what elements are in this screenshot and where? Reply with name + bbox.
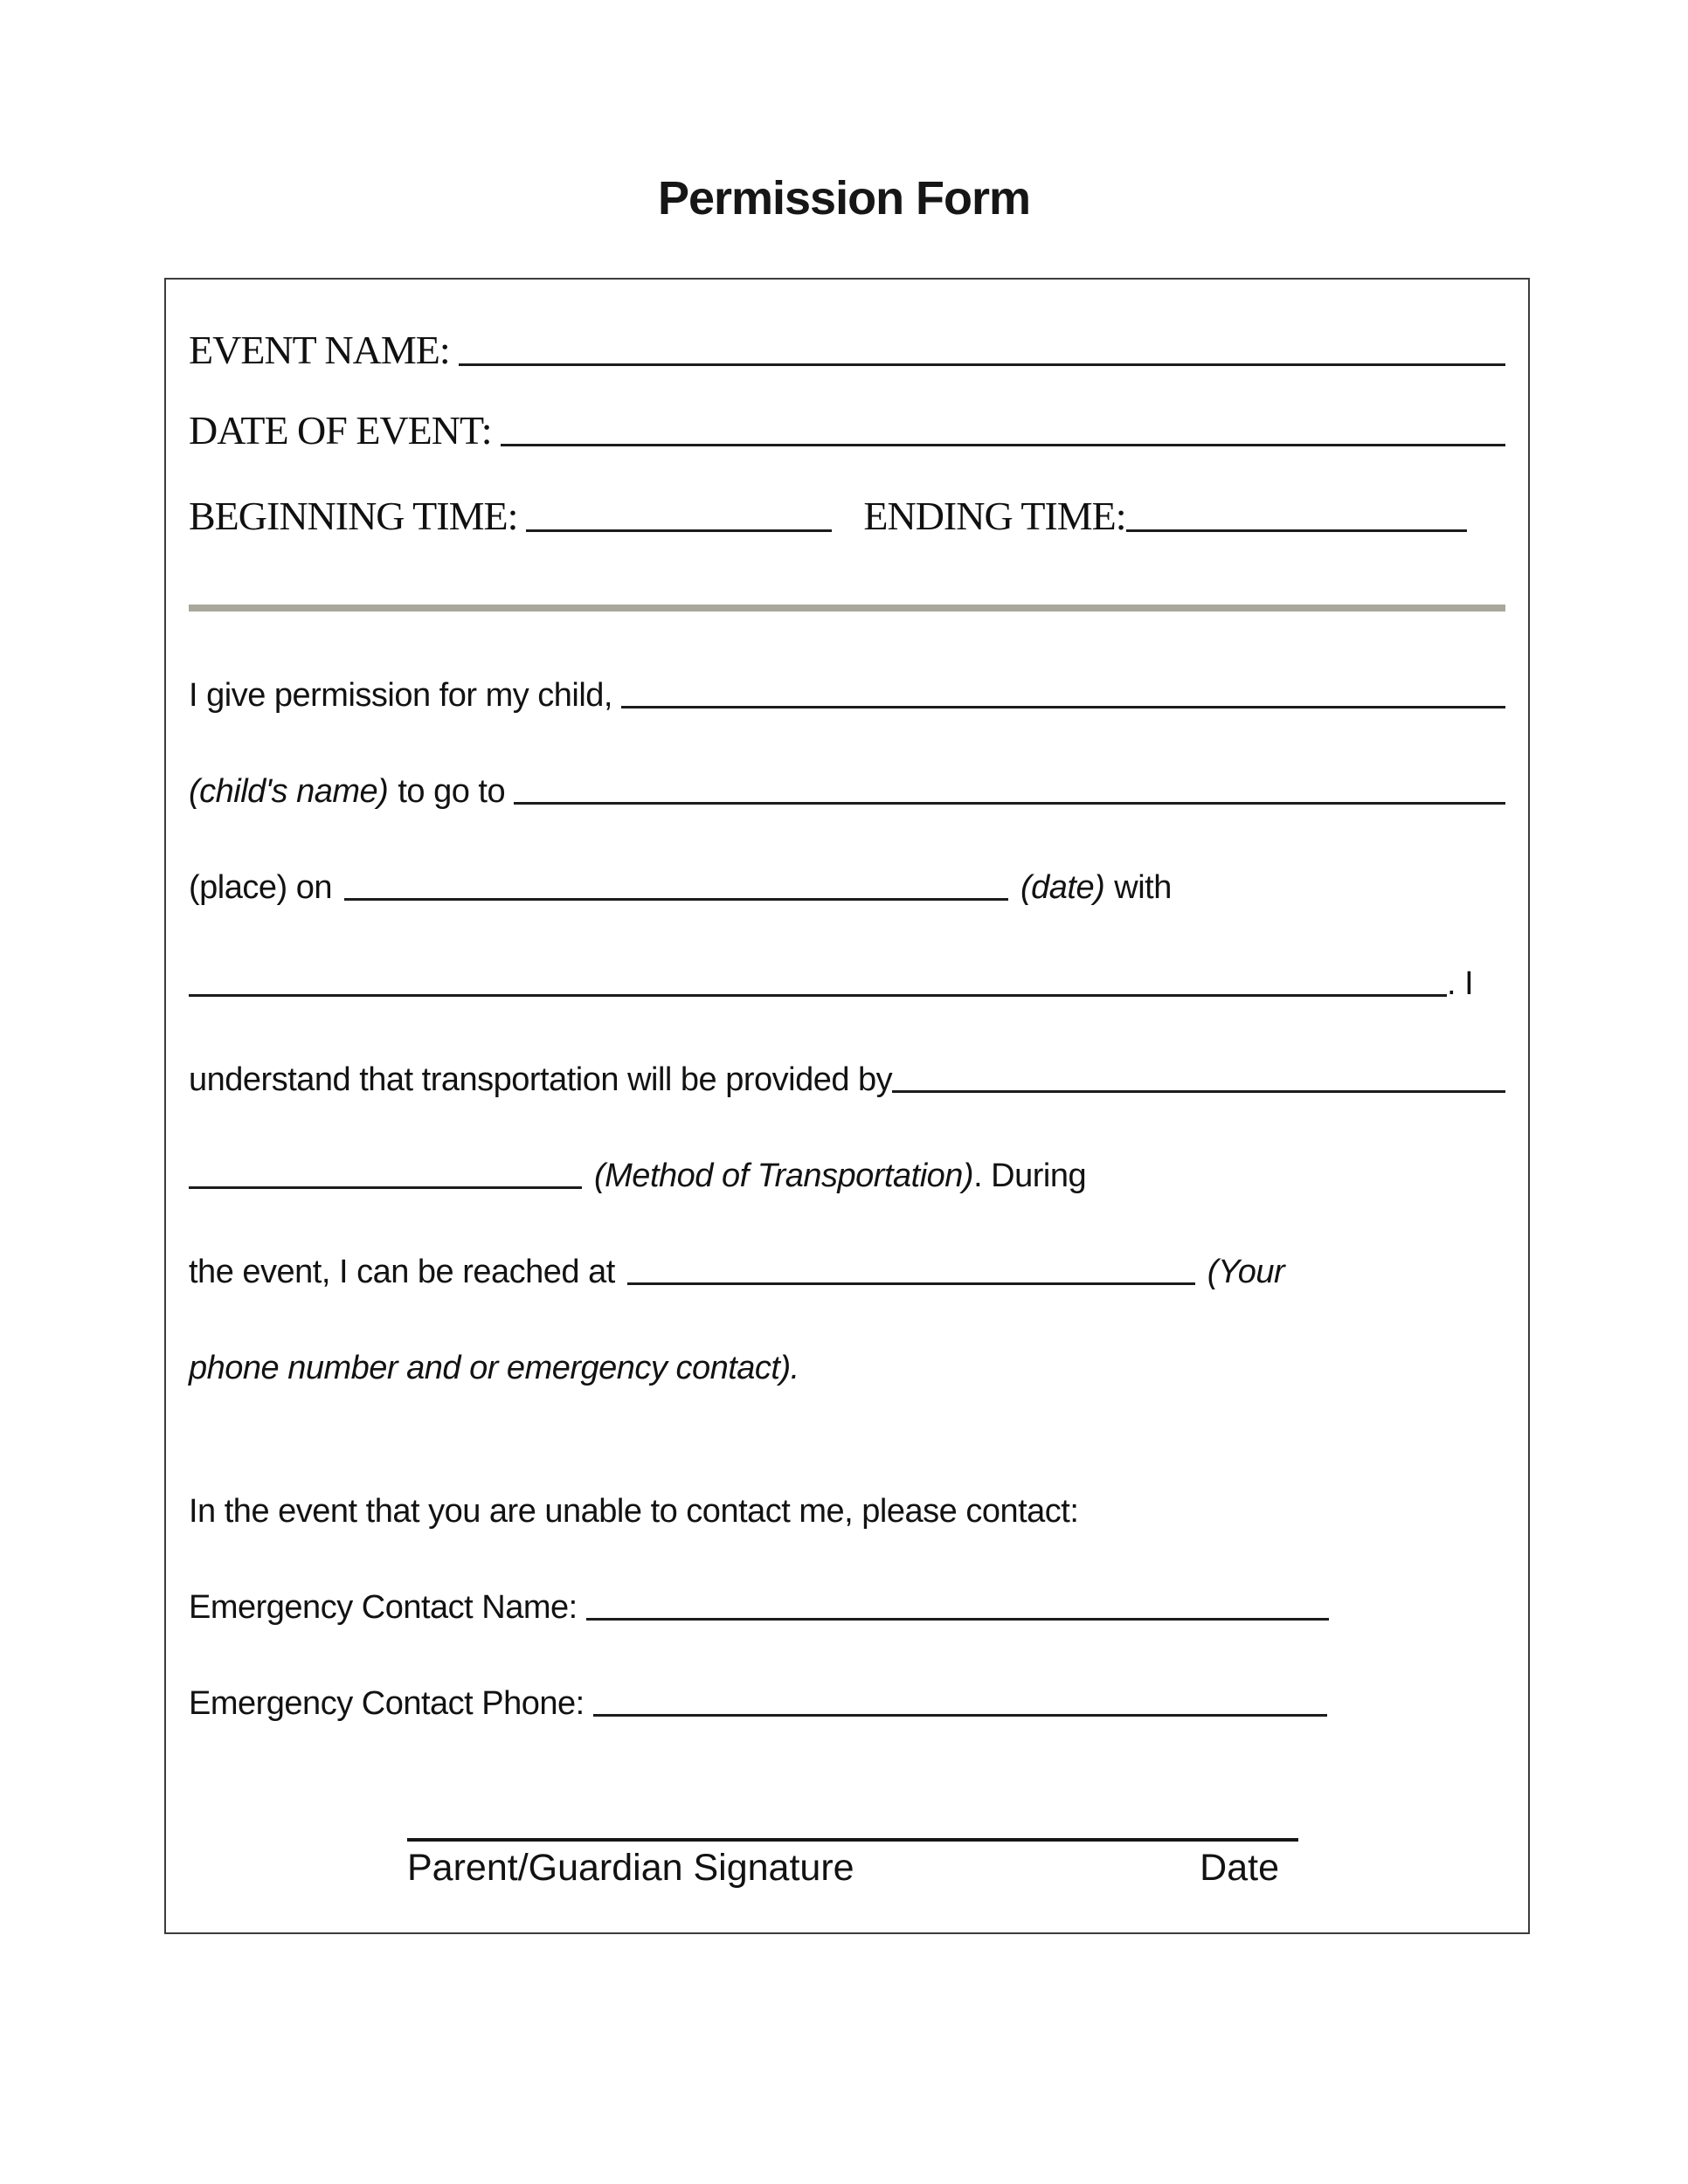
form-box: [164, 278, 1530, 1934]
date-label: Date: [1200, 1847, 1279, 1889]
place-on-text: (place) on: [189, 869, 332, 906]
paragraph-line-4: [189, 963, 1505, 1005]
paragraph-line-3: [189, 867, 1505, 909]
paragraph-line-5: [189, 1059, 1505, 1101]
contact-intro-line: [189, 1490, 1505, 1532]
emergency-name-line: [189, 1586, 1505, 1628]
signature-caption-row: [407, 1847, 1298, 1890]
method-caption: (Method of Transportation): [594, 1158, 974, 1194]
times-row: [189, 491, 1505, 542]
phone-caption: phone number and or emergency contact).: [189, 1350, 799, 1386]
paragraph-line-6: [189, 1155, 1505, 1197]
paragraph-line-8: [189, 1347, 1505, 1389]
sentence-end-text: . I: [1447, 965, 1474, 1002]
event-name-row: [189, 325, 1505, 376]
emergency-name-label: Emergency Contact Name:: [189, 1589, 578, 1626]
transportation-method-blank[interactable]: [189, 1186, 582, 1189]
signature-block: [407, 1838, 1298, 1890]
contact-intro-text: In the event that you are unable to contact me, please contact:: [189, 1493, 1079, 1530]
with-text: with: [1114, 869, 1172, 906]
emergency-name-blank[interactable]: [586, 1618, 1329, 1621]
transportation-blank[interactable]: [892, 1090, 1505, 1093]
beginning-time-label: BEGINNING TIME:: [189, 494, 518, 538]
place-blank[interactable]: [514, 802, 1505, 805]
date-of-event-label: DATE OF EVENT:: [189, 408, 492, 453]
ending-time-blank[interactable]: [1126, 529, 1467, 532]
paragraph-line-7: [189, 1251, 1505, 1293]
date-caption: (date): [1020, 869, 1105, 906]
signature-label: Parent/Guardian Signature: [407, 1847, 854, 1889]
permission-intro-text: I give permission for my child,: [189, 677, 612, 714]
permission-paragraph: [189, 674, 1505, 1724]
emergency-phone-label: Emergency Contact Phone:: [189, 1685, 585, 1722]
reached-at-text: the event, I can be reached at: [189, 1254, 615, 1290]
phone-blank[interactable]: [627, 1282, 1195, 1285]
date-blank[interactable]: [344, 898, 1008, 901]
transportation-text: understand that transportation will be provided by: [189, 1061, 893, 1098]
chaperone-blank[interactable]: [189, 994, 1447, 997]
page-title: Permission Form: [657, 172, 1031, 225]
emergency-phone-line: [189, 1683, 1505, 1724]
section-divider: [189, 605, 1505, 612]
date-of-event-row: [189, 405, 1505, 456]
paragraph-line-1: [189, 674, 1505, 716]
child-name-caption: (child's name): [189, 773, 389, 810]
your-caption: (Your: [1207, 1254, 1285, 1290]
event-name-label: EVENT NAME:: [189, 328, 450, 372]
date-of-event-blank[interactable]: [501, 444, 1505, 446]
ending-time-label: ENDING TIME:: [863, 494, 1126, 538]
paragraph-line-2: [189, 771, 1505, 812]
during-text: . During: [973, 1158, 1087, 1194]
child-name-blank[interactable]: [621, 706, 1505, 708]
emergency-phone-blank[interactable]: [593, 1714, 1327, 1717]
event-name-blank[interactable]: [459, 363, 1505, 366]
to-go-to-text: to go to: [398, 773, 506, 810]
beginning-time-blank[interactable]: [526, 529, 832, 532]
